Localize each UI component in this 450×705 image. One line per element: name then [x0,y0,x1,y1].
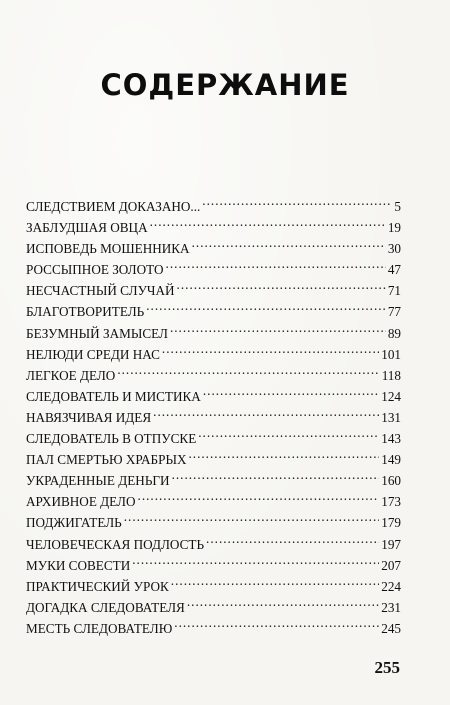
page-number: 255 [374,658,400,677]
toc-entry-title: СЛЕДОВАТЕЛЬ И МИСТИКА [26,388,201,404]
toc-leader-dots [146,295,386,316]
toc-leader-dots [153,401,379,422]
toc-leader-dots [172,464,380,485]
toc-entry-page: 143 [381,431,401,447]
toc-entry-page: 47 [387,262,401,278]
toc-entry-title: НАВЯЗЧИВАЯ ИДЕЯ [26,409,152,425]
toc-leader-dots [192,232,386,253]
toc-entry-page: 19 [387,220,401,236]
toc-entry-title: СЛЕДОВАТЕЛЬ В ОТПУСКЕ [26,431,197,447]
toc-leader-dots [202,190,392,211]
toc-entry-title: БЕЗУМНЫЙ ЗАМЫСЕЛ [26,325,168,341]
toc-entry-page: 30 [387,241,401,257]
toc-entry-page: 207 [381,557,401,573]
toc-entry-title: ПОДЖИГАТЕЛЬ [26,515,122,531]
toc-leader-dots [187,591,379,612]
toc-entry-page: 77 [387,304,401,320]
toc-entry-title: ИСПОВЕДЬ МОШЕННИКА [26,241,190,257]
toc-entry-page: 173 [381,494,401,510]
toc-entry-page: 160 [381,473,401,489]
toc-entry-page: 197 [381,536,401,552]
toc-entry-title: МЕСТЬ СЛЕДОВАТЕЛЮ [26,620,173,636]
toc-leader-dots [150,211,386,232]
toc-leader-dots [203,380,379,401]
toc-leader-dots [170,317,386,338]
toc-leader-dots [117,359,379,380]
toc-entry-title: ЗАБЛУДШАЯ ОВЦА [26,220,148,236]
toc-entry-title: НЕСЧАСТНЫЙ СЛУЧАЙ [26,283,175,299]
toc-leader-dots [138,485,380,506]
toc-entry-title: ЧЕЛОВЕЧЕСКАЯ ПОДЛОСТЬ [26,536,205,552]
toc-entry-page: 118 [381,367,401,383]
toc-leader-dots [124,506,379,527]
toc-leader-dots [174,612,379,633]
toc-entry-title: НЕЛЮДИ СРЕДИ НАС [26,346,160,362]
toc-entry-page: 131 [381,409,401,425]
toc-leader-dots [132,549,379,570]
toc-leader-dots [198,422,379,443]
toc-entry-page: 224 [381,578,401,594]
toc-entry-title: МУКИ СОВЕСТИ [26,557,131,573]
toc-entry-page: 89 [387,325,401,341]
toc-leader-dots [166,253,386,274]
toc-entry-page: 149 [381,452,401,468]
toc-entry-title: СЛЕДСТВИЕМ ДОКАЗАНО... [26,199,201,214]
toc-entry-page: 101 [381,346,401,362]
toc-entry-page: 124 [381,388,401,404]
toc-entry-page: 5 [394,199,401,214]
toc-entry-page: 231 [381,599,401,615]
page-title: СОДЕРЖАНИЕ [100,68,350,102]
toc-entry-title: ДОГАДКА СЛЕДОВАТЕЛЯ [26,599,185,615]
toc-entry [26,190,401,214]
toc-entry-title: ЛЕГКОЕ ДЕЛО [26,367,116,383]
toc-leader-dots [188,443,379,464]
toc-leader-dots [177,274,386,295]
toc-entry-title: БЛАГОТВОРИТЕЛЬ [26,304,145,320]
toc-entry-page: 245 [381,620,401,636]
toc-leader-dots [206,528,379,549]
toc-entry-title: УКРАДЕННЫЕ ДЕНЬГИ [26,473,170,489]
toc-leader-dots [171,570,379,591]
toc-leader-dots [162,338,379,359]
toc-entry-title: ПАЛ СМЕРТЬЮ ХРАБРЫХ [26,452,187,468]
table-of-contents [26,190,401,636]
toc-entry-page: 179 [381,515,401,531]
toc-entry-title: АРХИВНОЕ ДЕЛО [26,494,136,510]
toc-entry-title: ПРАКТИЧЕСКИЙ УРОК [26,578,169,594]
toc-entry-page: 71 [387,283,401,299]
toc-entry-title: РОССЫПНОЕ ЗОЛОТО [26,262,164,278]
